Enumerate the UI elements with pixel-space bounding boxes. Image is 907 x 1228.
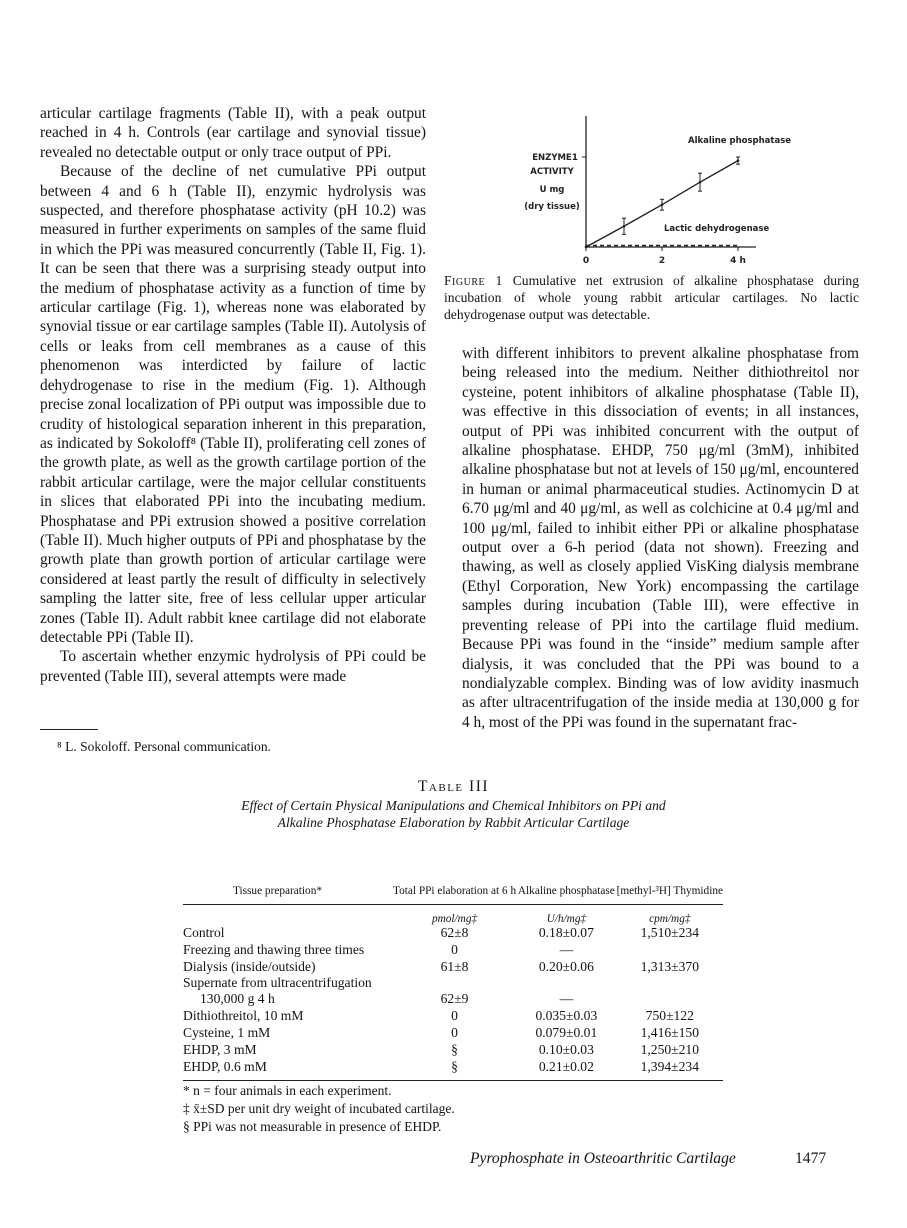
data-point <box>661 203 664 206</box>
table-footnote: * n = four animals in each experiment. <box>183 1083 392 1098</box>
unit-cell: U/h/mg‡ <box>546 913 587 925</box>
paragraph: Because of the decline of net cumulative PPi output between 4 and 6 h (Table II), enzymic hydrolysis was suspected, and therefore phosphatase activity (pH 10.2) was measured in further experiments on samples of the same fluid in which the PPi was measured concurrently (Table II, Fig. 1). It can be seen that there was a surprising steady output into the medium of phosphatase activity as a function of time by articular cartilage (Fig. 1), whereas none was elaborated by synovial tissue or ear cartilage samples (Table II). Autolysis of cells or leaks from cell membranes as a cause of this phenomenon was interdicted by failure of lactic dehydrogenase to rise in the medium (Fig. 1). Although precise zonal localization of PPi output was impossible due to crudity of histological separation inherent in this preparation, as indicated by Sokoloff⁸ (Table II), proliferating cell zones of the growth plate, as well as the growth cartilage portion of the rabbit articular cartilage, were the major cellular constituents in slices that elaborated PPi into the incubating medium. Phosphatase and PPi extrusion showed a positive correlation (Table II). Much higher outputs of PPi and phosphatase by the growth plate than growth portion of articular cartilage were considered at least partly the result of difficulty in selectively sampling the latter site, free of less cellular upper articular zones (Table II). Adult rabbit knee cartilage did not elaborate detectable PPi (Table II). <box>40 163 426 646</box>
table-cell: EHDP, 3 mM <box>183 1041 257 1057</box>
table-cell: 0 <box>451 941 458 957</box>
table-cell: 0 <box>451 1008 458 1024</box>
figure-caption <box>444 272 859 323</box>
series-label-lactic-dehydrogenase: Lactic dehydrogenase <box>664 224 770 234</box>
data-point <box>699 181 702 184</box>
table-cell: 0.18±0.07 <box>538 925 594 940</box>
table-cell <box>617 991 723 1008</box>
table-title: Table III <box>417 778 490 795</box>
y-axis-label-line: ENZYME <box>532 153 572 163</box>
table-caption <box>0 797 907 831</box>
paragraph: To ascertain whether enzymic hydrolysis of PPi could be prevented (Table III), several attempts were made <box>40 648 426 685</box>
table-cell: 0.035±0.03 <box>535 1008 598 1024</box>
running-head: Pyrophosphate in Osteoarthritic Cartilage <box>470 1150 736 1167</box>
page-number: 1477 <box>795 1150 827 1167</box>
table-cell: 62±9 <box>440 991 469 1007</box>
x-tick-label: 0 <box>582 256 590 266</box>
table-cell <box>393 975 516 991</box>
table-row <box>183 942 723 959</box>
data-point <box>623 225 626 228</box>
table-cell <box>516 975 616 991</box>
table-cell: 1,416±150 <box>640 1024 700 1040</box>
table-row <box>183 991 723 1008</box>
table-cell: Control <box>183 925 225 940</box>
table-caption-line: Effect of Certain Physical Manipulations and Chemical Inhibitors on PPi and <box>241 798 666 813</box>
table-header-row <box>183 842 723 905</box>
table-cell: Supernate from ultracentrifugation <box>183 975 372 991</box>
table-cell: § <box>393 1059 516 1081</box>
table-cell: Dithiothreitol, 10 mM <box>183 1008 304 1024</box>
table-cell: EHDP, 0.6 mM <box>183 1059 393 1081</box>
table-iii <box>183 842 723 1081</box>
y-axis-label-line: U mg <box>539 185 565 195</box>
table-cell: 750±122 <box>645 1008 694 1024</box>
table-row <box>183 1042 723 1059</box>
column-header: Total PPi elaboration at 6 h <box>393 842 516 905</box>
table-cell: 1,510±234 <box>640 925 700 940</box>
table-footnote: ‡ x̄±SD per unit dry weight of incubated cartilage. <box>183 1100 455 1116</box>
table-caption-line: Alkaline Phosphatase Elaboration by Rabbit Articular Cartilage <box>277 815 630 830</box>
table-cell: 0 <box>451 1024 458 1040</box>
table-cell: 1,394±234 <box>617 1059 723 1081</box>
table-cell: 130,000 g 4 h <box>200 991 275 1007</box>
left-column <box>40 104 426 686</box>
table-footnotes <box>183 1082 455 1135</box>
table-cell: 0.079±0.01 <box>535 1024 598 1040</box>
table-cell: 0.10±0.03 <box>538 1041 594 1057</box>
paragraph: articular cartilage fragments (Table II), with a peak output reached in 4 h. Controls (ear cartilage and synovial tissue) revealed no detectable output or only trace output of PPi. <box>40 105 426 161</box>
table-cell: 62±8 <box>440 925 469 940</box>
table-cell: 0.20±0.06 <box>538 958 594 974</box>
right-column <box>462 344 859 732</box>
table-row <box>183 1008 723 1025</box>
table-cell: 0.21±0.02 <box>516 1059 616 1081</box>
table-units-row <box>183 905 723 926</box>
series-label-alkaline-phosphatase: Alkaline phosphatase <box>688 136 792 146</box>
column-header: Tissue preparation* <box>183 842 393 905</box>
unit-cell: cpm/mg‡ <box>649 913 691 925</box>
table-cell: § <box>451 1041 458 1057</box>
paragraph: with different inhibitors to prevent alkaline phosphatase from being released into the medium. Neither dithiothreitol nor cysteine, potent inhibitors of alkaline phosphatase (Table II), was effective in this dissociation of events; in all instances, output of PPi was inhibited concurrent with the output of alkaline phosphatase. EHDP, 750 μg/ml (3mM), inhibited alkaline phosphatase but not at levels of 150 μg/ml, encountered in human or animal pharmaceutical studies. Actinomycin D at 6.70 μg/ml and 40 μg/ml, as well as colchicine at 0.4 μg/ml and 100 μg/ml, failed to inhibit either PPi or alkaline phosphatase output over a 6-h period (data not shown). Freezing and thawing, as well as closely applied VisKing dialysis membrane (Ethyl Corporation, New York) encompassing the cartilage samples during incubation (Table III), were effective in preventing release of PPi into the cartilage fluid medium. Because PPi was found in the “inside” medium sample after dialysis, it was concluded that the PPi was bound to a nondialyzable complex. Binding was of low avidity inasmuch as after ultracentrifugation of the inside media at 130,000 g for 4 h, most of the PPi was found in the supernatant frac- <box>462 345 859 731</box>
unit-cell: pmol/mg‡ <box>431 913 478 925</box>
column-header: Alkaline phosphatase <box>516 842 616 905</box>
table-cell: — <box>559 991 574 1007</box>
table-cell <box>617 942 723 959</box>
footnote-divider <box>40 729 98 730</box>
figure-label: Figure 1 <box>444 273 503 288</box>
table-cell: 1,250±210 <box>640 1041 700 1057</box>
table-row <box>183 975 723 991</box>
table-cell: Dialysis (inside/outside) <box>183 958 316 974</box>
y-tick-label: 1 <box>571 153 578 163</box>
table-row <box>183 1025 723 1042</box>
chart-marks <box>572 153 746 266</box>
table-cell: — <box>559 941 574 957</box>
table-footnote: § PPi was not measurable in presence of EHDP. <box>183 1118 442 1134</box>
y-axis-label-line: ACTIVITY <box>530 167 574 177</box>
table-cell: 61±8 <box>440 958 469 974</box>
table-cell: 1,313±370 <box>640 958 700 974</box>
table-cell: Cysteine, 1 mM <box>183 1024 271 1040</box>
figure-1-chart <box>466 112 876 272</box>
column-header: [methyl-³H] Thymidine <box>617 842 723 905</box>
x-tick-label: 4 h <box>730 256 746 266</box>
y-axis-label-line: (dry tissue) <box>524 202 580 212</box>
table-row <box>183 925 723 942</box>
table-cell: Freezing and thawing three times <box>183 941 365 957</box>
figure-caption-text: Cumulative net extrusion of alkaline phosphatase during incubation of whole young rabbit articular cartilages. No lactic dehydrogenase output was detectable. <box>444 273 859 322</box>
footnote: ⁸ L. Sokoloff. Personal communication. <box>57 739 272 754</box>
table-cell <box>617 975 723 991</box>
data-point <box>737 159 740 162</box>
table-row <box>183 1059 723 1081</box>
unit-cell <box>183 905 393 926</box>
table-row <box>183 959 723 976</box>
x-tick-label: 2 <box>658 256 666 266</box>
